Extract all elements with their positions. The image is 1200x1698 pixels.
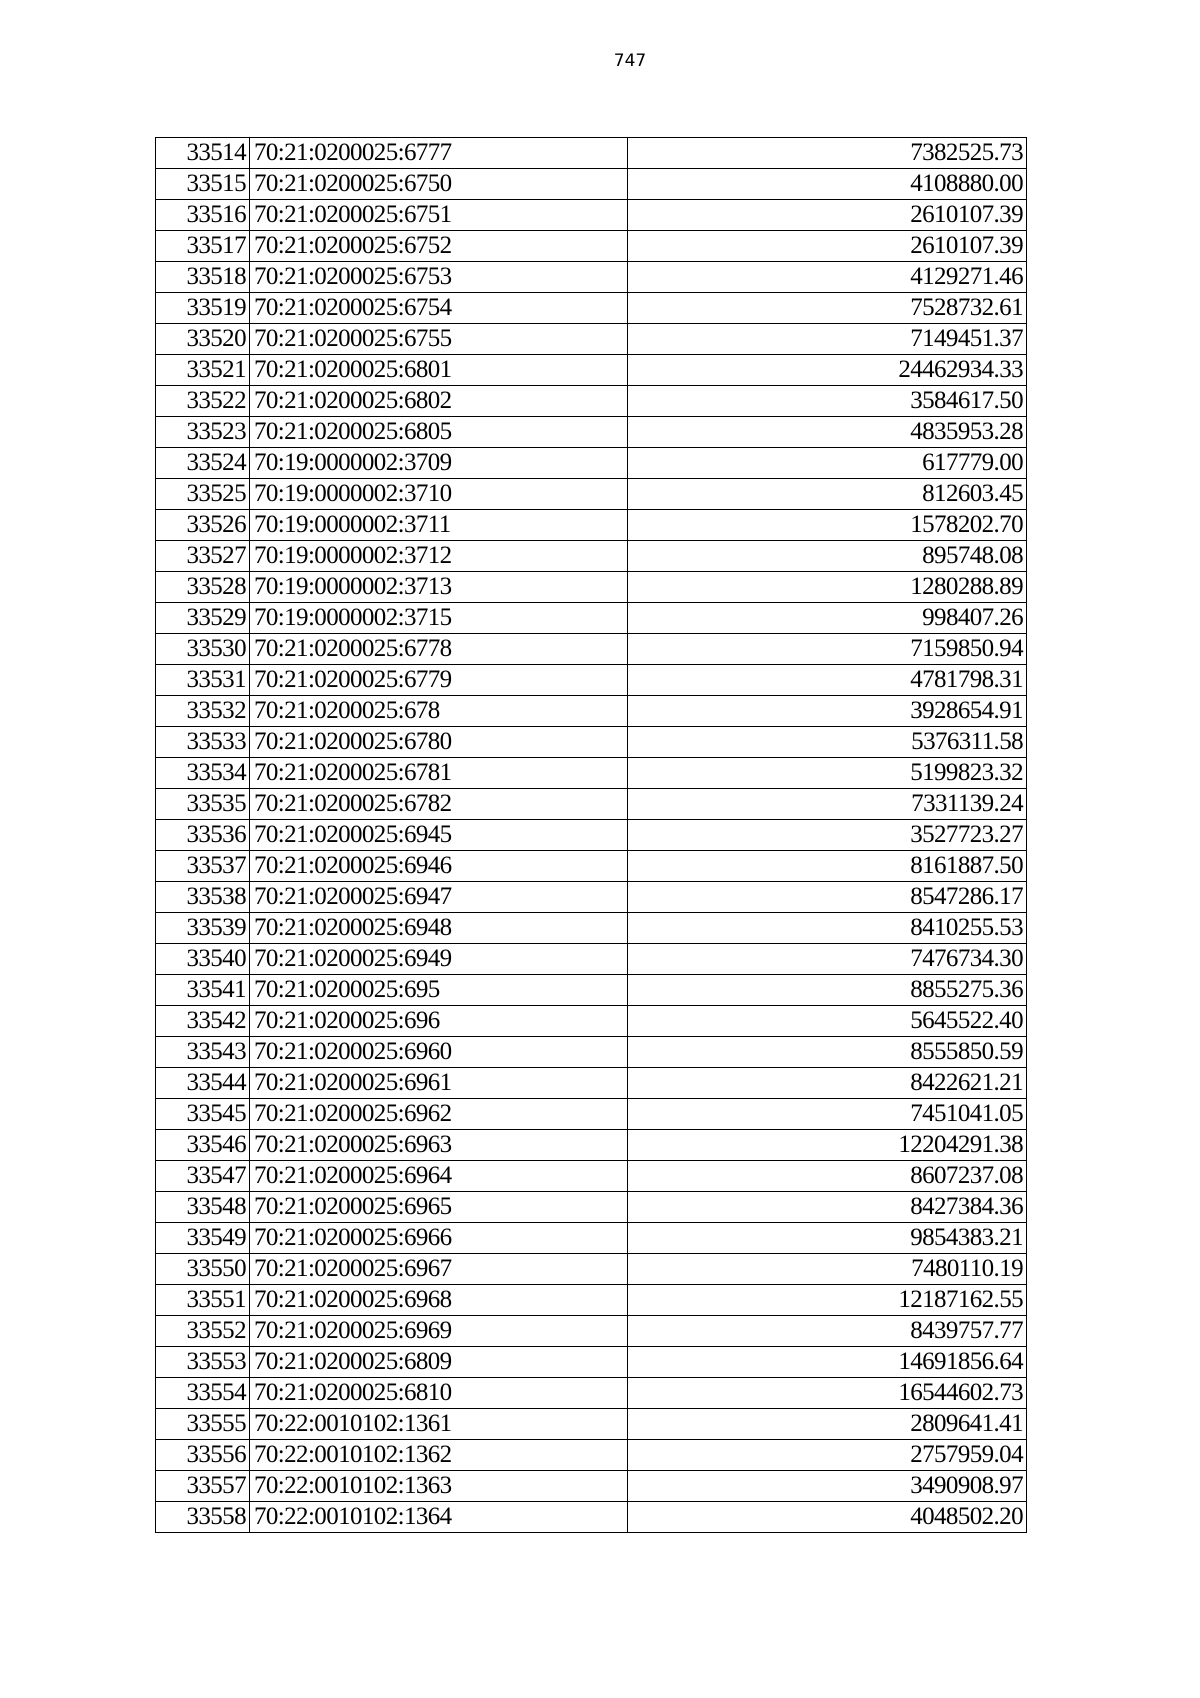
value-cell: 5376311.58 bbox=[628, 727, 1027, 758]
cadastral-number-cell: 70:21:0200025:6801 bbox=[250, 355, 628, 386]
table-row bbox=[156, 293, 1027, 324]
row-number-cell: 33556 bbox=[156, 1440, 250, 1471]
table-row bbox=[156, 634, 1027, 665]
value-cell: 8855275.36 bbox=[628, 975, 1027, 1006]
row-number-cell: 33525 bbox=[156, 479, 250, 510]
table-row bbox=[156, 913, 1027, 944]
cadastral-number-cell: 70:19:0000002:3712 bbox=[250, 541, 628, 572]
cadastral-number-cell: 70:21:0200025:6966 bbox=[250, 1223, 628, 1254]
value-cell: 7451041.05 bbox=[628, 1099, 1027, 1130]
table-row bbox=[156, 1440, 1027, 1471]
row-number-cell: 33517 bbox=[156, 231, 250, 262]
table-row bbox=[156, 665, 1027, 696]
row-number-cell: 33532 bbox=[156, 696, 250, 727]
value-cell: 12187162.55 bbox=[628, 1285, 1027, 1316]
cadastral-number-cell: 70:21:0200025:696 bbox=[250, 1006, 628, 1037]
value-cell: 7480110.19 bbox=[628, 1254, 1027, 1285]
table-row bbox=[156, 1068, 1027, 1099]
table-row bbox=[156, 510, 1027, 541]
row-number-cell: 33551 bbox=[156, 1285, 250, 1316]
row-number-cell: 33515 bbox=[156, 169, 250, 200]
table-row bbox=[156, 820, 1027, 851]
table-row bbox=[156, 572, 1027, 603]
value-cell: 4108880.00 bbox=[628, 169, 1027, 200]
value-cell: 8410255.53 bbox=[628, 913, 1027, 944]
value-cell: 7331139.24 bbox=[628, 789, 1027, 820]
table-row bbox=[156, 944, 1027, 975]
cadastral-number-cell: 70:21:0200025:6805 bbox=[250, 417, 628, 448]
table-row bbox=[156, 1037, 1027, 1068]
table-row bbox=[156, 1192, 1027, 1223]
data-table bbox=[155, 137, 1027, 1533]
table-row bbox=[156, 386, 1027, 417]
row-number-cell: 33529 bbox=[156, 603, 250, 634]
value-cell: 1280288.89 bbox=[628, 572, 1027, 603]
value-cell: 14691856.64 bbox=[628, 1347, 1027, 1378]
value-cell: 998407.26 bbox=[628, 603, 1027, 634]
row-number-cell: 33522 bbox=[156, 386, 250, 417]
row-number-cell: 33535 bbox=[156, 789, 250, 820]
table-row bbox=[156, 1285, 1027, 1316]
cadastral-number-cell: 70:21:0200025:6960 bbox=[250, 1037, 628, 1068]
row-number-cell: 33537 bbox=[156, 851, 250, 882]
table-row bbox=[156, 1254, 1027, 1285]
cadastral-number-cell: 70:21:0200025:6810 bbox=[250, 1378, 628, 1409]
cadastral-number-cell: 70:19:0000002:3715 bbox=[250, 603, 628, 634]
table-row bbox=[156, 231, 1027, 262]
value-cell: 2610107.39 bbox=[628, 200, 1027, 231]
row-number-cell: 33546 bbox=[156, 1130, 250, 1161]
row-number-cell: 33543 bbox=[156, 1037, 250, 1068]
row-number-cell: 33520 bbox=[156, 324, 250, 355]
row-number-cell: 33526 bbox=[156, 510, 250, 541]
cadastral-number-cell: 70:21:0200025:6962 bbox=[250, 1099, 628, 1130]
value-cell: 7159850.94 bbox=[628, 634, 1027, 665]
table-row bbox=[156, 200, 1027, 231]
table-row bbox=[156, 169, 1027, 200]
cadastral-number-cell: 70:21:0200025:6752 bbox=[250, 231, 628, 262]
cadastral-number-cell: 70:21:0200025:6755 bbox=[250, 324, 628, 355]
value-cell: 8607237.08 bbox=[628, 1161, 1027, 1192]
row-number-cell: 33547 bbox=[156, 1161, 250, 1192]
value-cell: 4781798.31 bbox=[628, 665, 1027, 696]
table-row bbox=[156, 1006, 1027, 1037]
cadastral-number-cell: 70:21:0200025:6945 bbox=[250, 820, 628, 851]
row-number-cell: 33524 bbox=[156, 448, 250, 479]
cadastral-number-cell: 70:19:0000002:3711 bbox=[250, 510, 628, 541]
value-cell: 8555850.59 bbox=[628, 1037, 1027, 1068]
row-number-cell: 33527 bbox=[156, 541, 250, 572]
row-number-cell: 33528 bbox=[156, 572, 250, 603]
value-cell: 3527723.27 bbox=[628, 820, 1027, 851]
row-number-cell: 33558 bbox=[156, 1502, 250, 1533]
row-number-cell: 33519 bbox=[156, 293, 250, 324]
value-cell: 7382525.73 bbox=[628, 138, 1027, 169]
row-number-cell: 33540 bbox=[156, 944, 250, 975]
cadastral-number-cell: 70:21:0200025:6809 bbox=[250, 1347, 628, 1378]
table-row bbox=[156, 1223, 1027, 1254]
cadastral-number-cell: 70:22:0010102:1361 bbox=[250, 1409, 628, 1440]
table-row bbox=[156, 758, 1027, 789]
value-cell: 4048502.20 bbox=[628, 1502, 1027, 1533]
value-cell: 5645522.40 bbox=[628, 1006, 1027, 1037]
table-row bbox=[156, 541, 1027, 572]
value-cell: 12204291.38 bbox=[628, 1130, 1027, 1161]
row-number-cell: 33549 bbox=[156, 1223, 250, 1254]
row-number-cell: 33521 bbox=[156, 355, 250, 386]
value-cell: 8439757.77 bbox=[628, 1316, 1027, 1347]
cadastral-number-cell: 70:21:0200025:6963 bbox=[250, 1130, 628, 1161]
cadastral-number-cell: 70:21:0200025:6968 bbox=[250, 1285, 628, 1316]
cadastral-number-cell: 70:21:0200025:6965 bbox=[250, 1192, 628, 1223]
table-row bbox=[156, 1316, 1027, 1347]
value-cell: 3584617.50 bbox=[628, 386, 1027, 417]
table-row bbox=[156, 1161, 1027, 1192]
table-row bbox=[156, 882, 1027, 913]
table-row bbox=[156, 789, 1027, 820]
cadastral-number-cell: 70:22:0010102:1364 bbox=[250, 1502, 628, 1533]
cadastral-number-cell: 70:21:0200025:6779 bbox=[250, 665, 628, 696]
row-number-cell: 33534 bbox=[156, 758, 250, 789]
cadastral-number-cell: 70:19:0000002:3710 bbox=[250, 479, 628, 510]
row-number-cell: 33538 bbox=[156, 882, 250, 913]
table-row bbox=[156, 975, 1027, 1006]
table-row bbox=[156, 355, 1027, 386]
cadastral-number-cell: 70:21:0200025:6754 bbox=[250, 293, 628, 324]
row-number-cell: 33545 bbox=[156, 1099, 250, 1130]
value-cell: 7528732.61 bbox=[628, 293, 1027, 324]
table-row bbox=[156, 1130, 1027, 1161]
value-cell: 812603.45 bbox=[628, 479, 1027, 510]
cadastral-number-cell: 70:22:0010102:1362 bbox=[250, 1440, 628, 1471]
cadastral-number-cell: 70:21:0200025:6947 bbox=[250, 882, 628, 913]
table-row bbox=[156, 1347, 1027, 1378]
cadastral-number-cell: 70:21:0200025:6782 bbox=[250, 789, 628, 820]
value-cell: 8161887.50 bbox=[628, 851, 1027, 882]
cadastral-number-cell: 70:21:0200025:6777 bbox=[250, 138, 628, 169]
table-row bbox=[156, 696, 1027, 727]
table-row bbox=[156, 138, 1027, 169]
table-row bbox=[156, 603, 1027, 634]
cadastral-number-cell: 70:19:0000002:3709 bbox=[250, 448, 628, 479]
value-cell: 2757959.04 bbox=[628, 1440, 1027, 1471]
value-cell: 5199823.32 bbox=[628, 758, 1027, 789]
value-cell: 3490908.97 bbox=[628, 1471, 1027, 1502]
row-number-cell: 33518 bbox=[156, 262, 250, 293]
value-cell: 4129271.46 bbox=[628, 262, 1027, 293]
value-cell: 7476734.30 bbox=[628, 944, 1027, 975]
row-number-cell: 33523 bbox=[156, 417, 250, 448]
row-number-cell: 33530 bbox=[156, 634, 250, 665]
table-row bbox=[156, 851, 1027, 882]
row-number-cell: 33544 bbox=[156, 1068, 250, 1099]
value-cell: 8547286.17 bbox=[628, 882, 1027, 913]
row-number-cell: 33533 bbox=[156, 727, 250, 758]
row-number-cell: 33553 bbox=[156, 1347, 250, 1378]
page-number: 747 bbox=[613, 51, 647, 71]
value-cell: 24462934.33 bbox=[628, 355, 1027, 386]
value-cell: 8422621.21 bbox=[628, 1068, 1027, 1099]
row-number-cell: 33554 bbox=[156, 1378, 250, 1409]
table-row bbox=[156, 1378, 1027, 1409]
table-body bbox=[156, 138, 1027, 1533]
table-row bbox=[156, 727, 1027, 758]
cadastral-number-cell: 70:21:0200025:6780 bbox=[250, 727, 628, 758]
cadastral-number-cell: 70:21:0200025:6969 bbox=[250, 1316, 628, 1347]
value-cell: 9854383.21 bbox=[628, 1223, 1027, 1254]
cadastral-number-cell: 70:19:0000002:3713 bbox=[250, 572, 628, 603]
table-row bbox=[156, 324, 1027, 355]
cadastral-number-cell: 70:21:0200025:6750 bbox=[250, 169, 628, 200]
row-number-cell: 33550 bbox=[156, 1254, 250, 1285]
table-row bbox=[156, 1471, 1027, 1502]
value-cell: 617779.00 bbox=[628, 448, 1027, 479]
row-number-cell: 33552 bbox=[156, 1316, 250, 1347]
cadastral-number-cell: 70:21:0200025:678 bbox=[250, 696, 628, 727]
value-cell: 4835953.28 bbox=[628, 417, 1027, 448]
value-cell: 2809641.41 bbox=[628, 1409, 1027, 1440]
cadastral-number-cell: 70:21:0200025:6948 bbox=[250, 913, 628, 944]
table-row bbox=[156, 262, 1027, 293]
table-row bbox=[156, 1502, 1027, 1533]
cadastral-number-cell: 70:21:0200025:6778 bbox=[250, 634, 628, 665]
cadastral-number-cell: 70:22:0010102:1363 bbox=[250, 1471, 628, 1502]
table-row bbox=[156, 1099, 1027, 1130]
cadastral-number-cell: 70:21:0200025:6802 bbox=[250, 386, 628, 417]
table-row bbox=[156, 479, 1027, 510]
cadastral-number-cell: 70:21:0200025:6949 bbox=[250, 944, 628, 975]
row-number-cell: 33516 bbox=[156, 200, 250, 231]
row-number-cell: 33555 bbox=[156, 1409, 250, 1440]
cadastral-number-cell: 70:21:0200025:6753 bbox=[250, 262, 628, 293]
value-cell: 2610107.39 bbox=[628, 231, 1027, 262]
cadastral-number-cell: 70:21:0200025:6967 bbox=[250, 1254, 628, 1285]
row-number-cell: 33531 bbox=[156, 665, 250, 696]
row-number-cell: 33541 bbox=[156, 975, 250, 1006]
value-cell: 16544602.73 bbox=[628, 1378, 1027, 1409]
row-number-cell: 33548 bbox=[156, 1192, 250, 1223]
cadastral-number-cell: 70:21:0200025:6946 bbox=[250, 851, 628, 882]
cadastral-number-cell: 70:21:0200025:695 bbox=[250, 975, 628, 1006]
value-cell: 7149451.37 bbox=[628, 324, 1027, 355]
row-number-cell: 33536 bbox=[156, 820, 250, 851]
row-number-cell: 33539 bbox=[156, 913, 250, 944]
value-cell: 895748.08 bbox=[628, 541, 1027, 572]
row-number-cell: 33557 bbox=[156, 1471, 250, 1502]
table-row bbox=[156, 1409, 1027, 1440]
table-row bbox=[156, 417, 1027, 448]
cadastral-number-cell: 70:21:0200025:6751 bbox=[250, 200, 628, 231]
cadastral-number-cell: 70:21:0200025:6781 bbox=[250, 758, 628, 789]
value-cell: 8427384.36 bbox=[628, 1192, 1027, 1223]
row-number-cell: 33514 bbox=[156, 138, 250, 169]
cadastral-number-cell: 70:21:0200025:6964 bbox=[250, 1161, 628, 1192]
cadastral-number-cell: 70:21:0200025:6961 bbox=[250, 1068, 628, 1099]
value-cell: 3928654.91 bbox=[628, 696, 1027, 727]
value-cell: 1578202.70 bbox=[628, 510, 1027, 541]
row-number-cell: 33542 bbox=[156, 1006, 250, 1037]
table-row bbox=[156, 448, 1027, 479]
